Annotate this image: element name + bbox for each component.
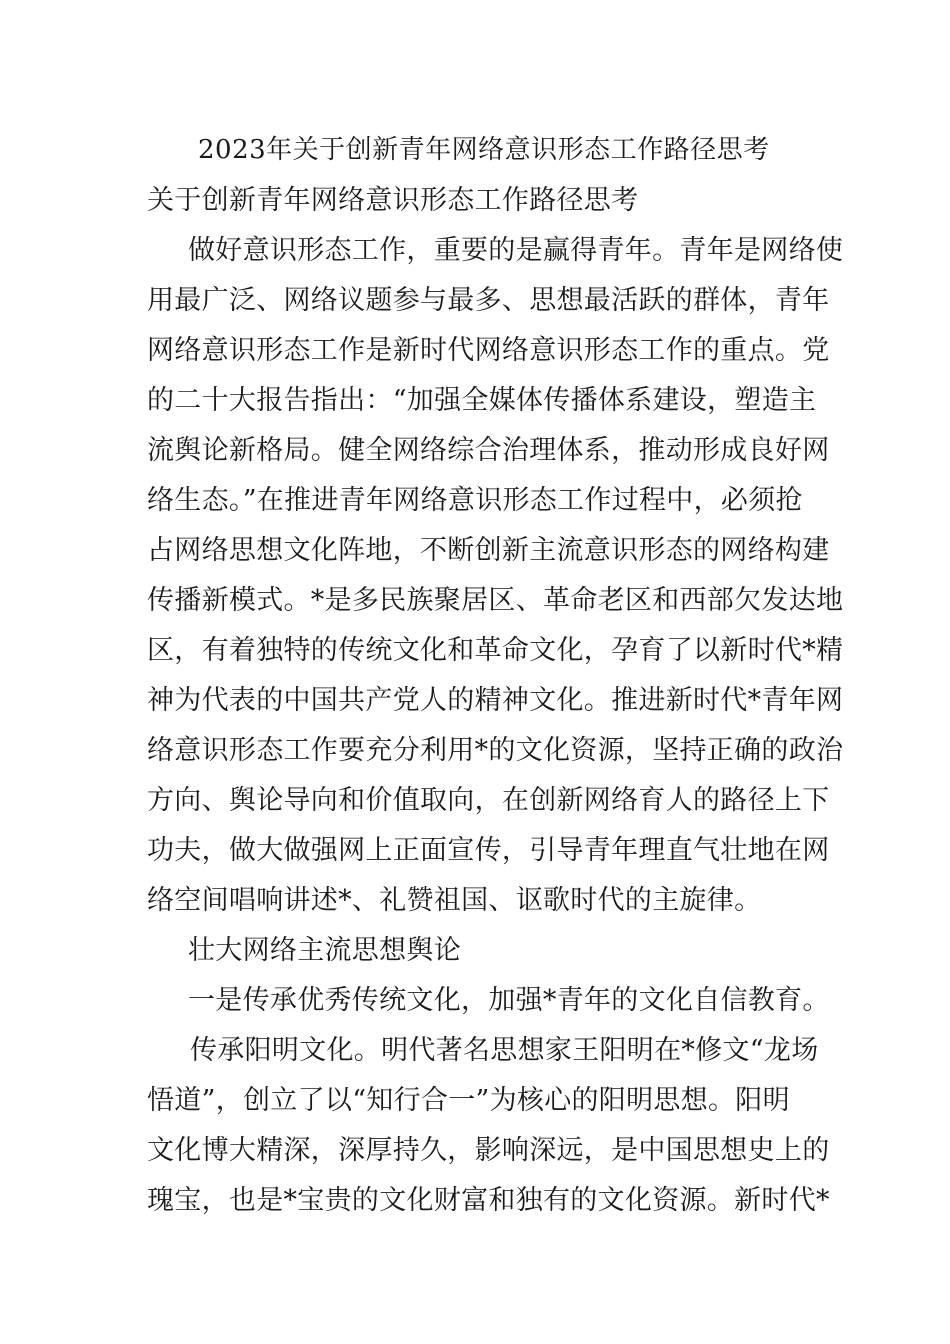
section-heading: 壮大网络主流思想舆论 (188, 935, 461, 966)
document-title: 2023年关于创新青年网络意识形态工作路径思考 (198, 135, 770, 165)
paragraph-line: 传播新模式。*是多民族聚居区、革命老区和西部欠发达地 (147, 585, 844, 616)
paragraph-line: 占网络思想文化阵地，不断创新主流意识形态的网络构建 (147, 535, 830, 566)
paragraph-line: 流舆论新格局。健全网络综合治理体系，推动形成良好网 (147, 435, 830, 466)
paragraph-line: 神为代表的中国共产党人的精神文化。推进新时代*青年网 (147, 685, 844, 716)
paragraph-line: 悟道”，创立了以“知行合一”为核心的阳明思想。阳明 (147, 1085, 790, 1116)
paragraph-line: 区，有着独特的传统文化和革命文化，孕育了以新时代*精 (147, 635, 844, 666)
document-subtitle: 关于创新青年网络意识形态工作路径思考 (147, 185, 639, 216)
paragraph-line: 的二十大报告指出：“加强全媒体传播体系建设，塑造主 (147, 385, 817, 416)
paragraph-line: 功夫，做大做强网上正面宣传，引导青年理直气壮地在网 (147, 835, 830, 866)
paragraph-line: 网络意识形态工作是新时代网络意识形态工作的重点。党 (147, 335, 830, 366)
paragraph-line: 文化博大精深，深厚持久，影响深远，是中国思想史上的 (147, 1135, 830, 1166)
paragraph-line: 用最广泛、网络议题参与最多、思想最活跃的群体，青年 (147, 285, 830, 316)
paragraph-line: 传承阳明文化。明代著名思想家王阳明在*修文“龙场 (190, 1035, 819, 1066)
subsection-heading: 一是传承优秀传统文化，加强*青年的文化自信教育。 (188, 985, 830, 1016)
paragraph-line: 方向、舆论导向和价值取向，在创新网络育人的路径上下 (147, 785, 830, 816)
paragraph-line: 做好意识形态工作，重要的是赢得青年。青年是网络使 (188, 235, 844, 266)
paragraph-line: 络意识形态工作要充分利用*的文化资源，坚持正确的政治 (147, 735, 844, 766)
paragraph-line: 瑰宝，也是*宝贵的文化财富和独有的文化资源。新时代* (147, 1185, 830, 1216)
paragraph-line: 络空间唱响讲述*、礼赞祖国、讴歌时代的主旋律。 (147, 885, 762, 916)
paragraph-line: 络生态。”在推进青年网络意识形态工作过程中，必须抢 (147, 485, 803, 516)
